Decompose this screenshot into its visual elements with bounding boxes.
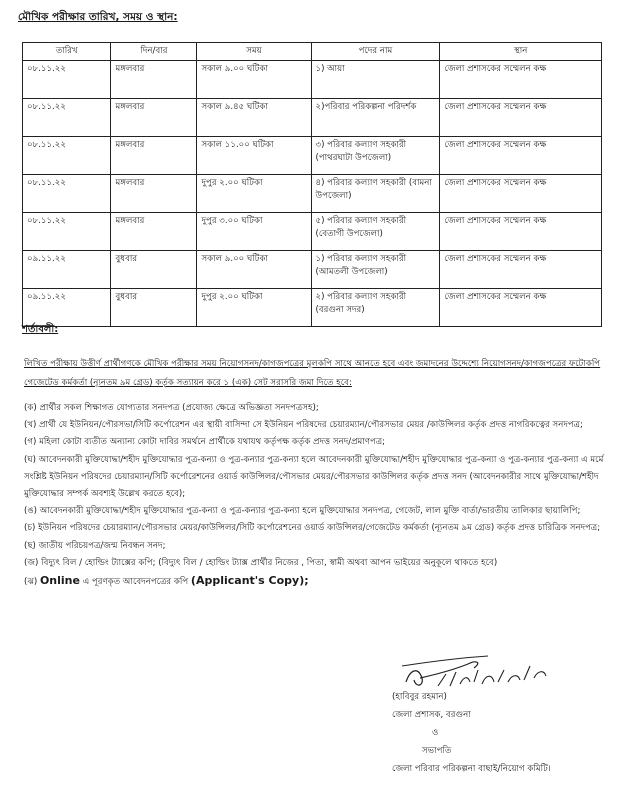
- cell-post: ২) পরিবার কল্যাণ সহকারী (বরগুনা সদর): [311, 289, 440, 327]
- col-header-place: স্থান: [440, 43, 602, 61]
- table-row: [23, 213, 602, 251]
- table-row: [23, 175, 602, 213]
- signatory-title: জেলা প্রশাসক, বরগুনা: [392, 710, 471, 720]
- cell-date: ০৮.১১.২২: [23, 175, 111, 213]
- col-header-post: পদের নাম: [311, 43, 440, 61]
- condition-item: (ক) প্রার্থীর সকল শিক্ষাগত যোগ্যতার সনদপত্র (প্রযোজ্য ক্ষেত্রে অভিজ্ঞতা সনদপত্রসহ);: [24, 403, 319, 413]
- cell-place: জেলা প্রশাসকের সম্মেলন কক্ষ: [440, 137, 602, 175]
- cell-date: ০৮.১১.২২: [23, 137, 111, 175]
- condition-last-mid: এ পূরণকৃত আবেদনপত্রের কপি: [79, 577, 191, 588]
- condition-last-applicant-copy: (Applicant's Copy);: [190, 574, 309, 588]
- cell-place: জেলা প্রশাসকের সম্মেলন কক্ষ: [440, 289, 602, 327]
- condition-last-prefix: (ঝ): [24, 577, 40, 588]
- cell-post: ৫) পরিবার কল্যাণ সহকারী (বেতাগী উপজেলা): [311, 213, 440, 251]
- cell-time: সকাল ১১.০০ ঘটিকা: [197, 137, 311, 175]
- conditions-title: শর্তাবলী:: [22, 324, 59, 335]
- cell-time: সকাল ৯.০০ ঘটিকা: [197, 251, 311, 289]
- condition-item: (ঙ) আবেদনকারী মুক্তিযোদ্ধা/শহীদ মুক্তিযোদ্ধার পুত্র-কন্যা ও পুত্র-কন্যার পুত্র-কন্যা হলে মুক্তিযোদ্ধার সনদপত্র, গেজেট, লাল মুক্তি বার্তা/ভারতীয় তালিকার ছায়ালিপি;: [24, 506, 581, 517]
- cell-place: জেলা প্রশাসকের সম্মেলন কক্ষ: [440, 213, 602, 251]
- col-header-time: সময়: [197, 43, 311, 61]
- conditions-list: [24, 400, 609, 591]
- condition-item: (ছ) জাতীয় পরিচয়পত্র/জন্ম নিবন্ধন সনদ;: [24, 540, 166, 551]
- cell-date: ০৮.১১.২২: [23, 61, 111, 99]
- cell-post: ২)পরিবার পরিকল্পনা পরিদর্শক: [311, 99, 440, 137]
- conditions-intro: লিখিত পরীক্ষায় উত্তীর্ণ প্রার্থীগণকে মৌখিক পরীক্ষার সময় নিয়োগসনদ/কাগজপত্রের মূলকপি সাথে আনতে হবে এবং জমাদনের উদ্দেশ্যে নিয়োগসনদ/কাগজপত্রের ফটোকপি গেজেটেড কর্মকর্তা (ন্যূনতম ৯ম গ্রেড) কর্তৃক সত্যায়ন করে ১ (এক) সেট সরাসরি জমা দিতে হবে:: [24, 359, 601, 388]
- table-row: [23, 99, 602, 137]
- signatory-and: ও: [432, 728, 439, 738]
- cell-post: ১) পরিবার কল্যাণ সহকারী (আমতলী উপজেলা): [311, 251, 440, 289]
- cell-date: ০৯.১১.২২: [23, 289, 111, 327]
- table-row: [23, 251, 602, 289]
- condition-item: (চ) ইউনিয়ন পরিষদের চেয়ারম্যান/পৌরসভার মেয়র/কাউন্সিলর/সিটি কর্পোরেশনের ওয়ার্ড কাউন্সিলর/গেজেটেড কর্মকর্তা (ন্যূনতম ৯ম গ্রেড) কর্তৃক প্রদত্ত চারিত্রিক সনদপত্র;: [24, 523, 601, 534]
- condition-item: (জ) বিদ্যুৎ বিল / হোল্ডিং ট্যাক্সের কপি; (বিদ্যুৎ বিল / হোল্ডিং ট্যাক্স প্রার্থীর নিজের , পিতা, স্বামী অথবা আপন ভাইয়ের অনুকূলে থাকতে হবে): [24, 557, 498, 568]
- signature-block: [392, 688, 551, 778]
- cell-place: জেলা প্রশাসকের সম্মেলন কক্ষ: [440, 99, 602, 137]
- page-heading: মৌখিক পরীক্ষার তারিখ, সময় ও স্থান:: [18, 11, 178, 23]
- cell-post: ৩) পরিবার কল্যাণ সহকারী (পাথরঘাটা উপজেলা): [311, 137, 440, 175]
- table-row: [23, 61, 602, 99]
- cell-time: দুপুর ২.০০ ঘটিকা: [197, 175, 311, 213]
- col-header-day: দিন/বার: [111, 43, 197, 61]
- cell-place: জেলা প্রশাসকের সম্মেলন কক্ষ: [440, 251, 602, 289]
- signatory-chair: সভাপতি: [422, 746, 452, 756]
- table-header-row: [23, 43, 602, 61]
- cell-post: ৪) পরিবার কল্যাণ সহকারী (বামনা উপজেলা): [311, 175, 440, 213]
- table-row: [23, 137, 602, 175]
- cell-time: সকাল ৯.০০ ঘটিকা: [197, 61, 311, 99]
- table-row: [23, 289, 602, 327]
- cell-post: ১) আয়া: [311, 61, 440, 99]
- cell-day: মঙ্গলবার: [111, 99, 197, 137]
- col-header-date: তারিখ: [23, 43, 111, 61]
- cell-place: জেলা প্রশাসকের সম্মেলন কক্ষ: [440, 61, 602, 99]
- condition-item: (গ) মহিলা কোটা ব্যতীত অন্যান্য কোটা দাবির সমর্থনে প্রার্থীকে যথাযথ কর্তৃপক্ষ কর্তৃক প্রদত্ত সনদ/প্রমাণপত্র;: [24, 437, 386, 448]
- cell-day: বুধবার: [111, 251, 197, 289]
- condition-item: (খ) প্রার্থী যে ইউনিয়ন/পৌরসভা/সিটি কর্পোরেশন এর স্থায়ী বাসিন্দা সে ইউনিয়ন পরিষদের চেয়ারম্যান/পৌরসভার মেয়র /কাউন্সিলর কর্তৃক প্রদত্ত নাগরিকত্বের সনদপত্র;: [24, 420, 583, 431]
- cell-date: ০৮.১১.২২: [23, 213, 111, 251]
- cell-day: বুধবার: [111, 289, 197, 327]
- cell-day: মঙ্গলবার: [111, 61, 197, 99]
- cell-date: ০৯.১১.২২: [23, 251, 111, 289]
- schedule-table: [22, 42, 602, 327]
- condition-item-last: [24, 572, 609, 591]
- cell-place: জেলা প্রশাসকের সম্মেলন কক্ষ: [440, 175, 602, 213]
- condition-item: (ঘ) আবেদনকারী মুক্তিযোদ্ধা/শহীদ মুক্তিযোদ্ধার পুত্র-কন্যা ও পুত্র-কন্যার পুত্র-কন্যা হলে আবেদনকারী মুক্তিযোদ্ধা/শহীদ মুক্তিযোদ্ধার পুত্র-কন্যা ও পুত্র-কন্যার পুত্র-কন্যা এ মর্মে সংশ্লিষ্ট ইউনিয়ন পরিষদের চেয়ারম্যান/সিটি কর্পোরেশনের ওয়ার্ড কাউন্সিলর/পৌসভার মেয়র/পৌরসভার কাউন্সিলর কর্তৃক প্রদত্ত সনদ (আবেদনকারীর সাথে মুক্তিযোদ্ধা/শহীদ মুক্তিযোদ্ধার সম্পর্ক অবশ্যই উল্লেখ করতে হবে);: [24, 454, 604, 500]
- condition-last-online: Online: [39, 574, 80, 588]
- signatory-committee: জেলা পরিবার পরিকল্পনা বাছাই/নিয়োগ কমিটি।: [392, 764, 551, 774]
- cell-time: দুপুর ২.০০ ঘটিকা: [197, 289, 311, 327]
- cell-day: মঙ্গলবার: [111, 175, 197, 213]
- signatory-name: (হাবিবুর রহমান): [392, 692, 447, 702]
- cell-day: মঙ্গলবার: [111, 137, 197, 175]
- cell-time: দুপুর ৩.০০ ঘটিকা: [197, 213, 311, 251]
- cell-day: মঙ্গলবার: [111, 213, 197, 251]
- cell-time: সকাল ৯.৪৫ ঘটিকা: [197, 99, 311, 137]
- cell-date: ০৮.১১.২২: [23, 99, 111, 137]
